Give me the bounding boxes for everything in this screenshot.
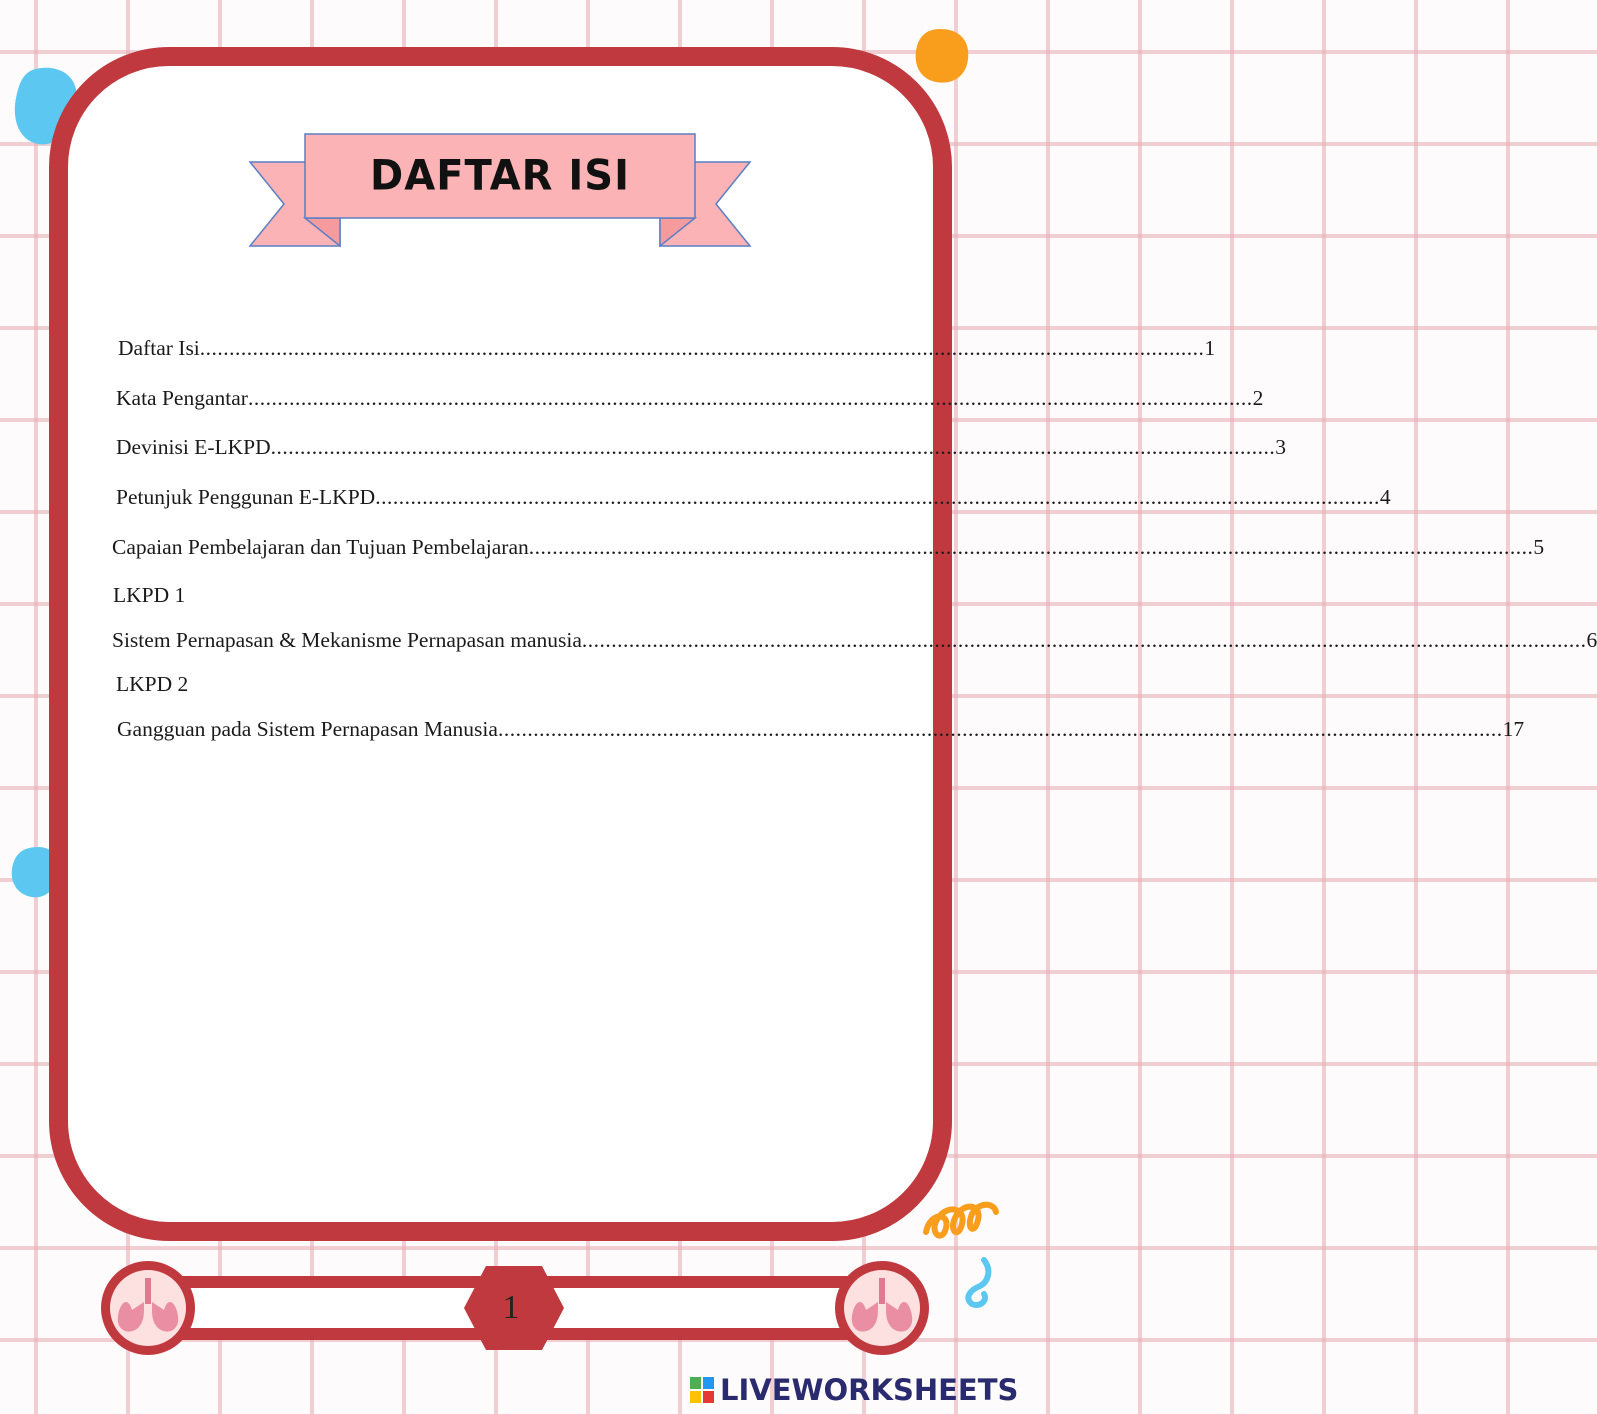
toc-dot-leader: ........................................................................................................................................................................... [270,435,1276,459]
lungs-icon-left [101,1261,195,1355]
toc-entry[interactable] [116,386,1264,411]
page-number: 1 [502,1289,520,1326]
toc-dot-leader: ........................................................................................................................................................................... [528,535,1534,559]
liveworksheets-logo-icon [690,1377,714,1403]
toc-entry[interactable] [112,535,1545,560]
page-title: DAFTAR ISI [370,151,630,201]
toc-entry[interactable] [112,628,1597,653]
toc-dot-leader: ........................................................................................................................................................................... [497,717,1503,741]
toc-dot-leader: ........................................................................................................................................................................... [581,628,1587,652]
toc-entry[interactable] [118,336,1216,361]
toc-entry-page: 3 [1275,435,1287,459]
toc-entry-page: 4 [1379,485,1391,509]
toc-entry-page: 17 [1502,717,1525,741]
liveworksheets-logo[interactable] [690,1372,1018,1408]
liveworksheets-logo-text: LIVEWORKSHEETS [720,1373,1019,1407]
toc-dot-leader: ........................................................................................................................................................................... [375,485,1380,509]
toc-entry-title: Kata Pengantar [116,386,248,410]
toc-entry-title: Petunjuk Penggunan E-LKPD [116,485,376,509]
toc-entry-page: 2 [1252,386,1264,410]
toc-entry[interactable] [116,435,1287,460]
lungs-icon-right [835,1261,929,1355]
toc-dot-leader: ........................................................................................................................................................................... [247,386,1253,410]
orange-squiggle [920,1192,1000,1252]
toc-entry-title: Gangguan pada Sistem Pernapasan Manusia [117,717,498,741]
toc-entry-page: 1 [1204,336,1216,360]
toc-entry-title: Sistem Pernapasan & Mekanisme Pernapasan manusia [112,628,582,652]
toc-entry-page: 6 [1586,628,1597,652]
toc-entry-page: 5 [1533,535,1545,559]
toc-section-heading: LKPD 1 [113,583,186,607]
toc-entry[interactable] [117,717,1525,742]
toc-entry-title: Daftar Isi [118,336,200,360]
toc-entry[interactable] [116,485,1391,510]
toc-section-heading: LKPD 2 [116,672,189,696]
toc-entry-title: Devinisi E-LKPD [116,435,271,459]
toc-dot-leader: ........................................................................................................................................................................... [199,336,1205,360]
blue-squiggle [958,1256,998,1312]
toc-entry-title: Capaian Pembelajaran dan Tujuan Pembelajaran [112,535,529,559]
